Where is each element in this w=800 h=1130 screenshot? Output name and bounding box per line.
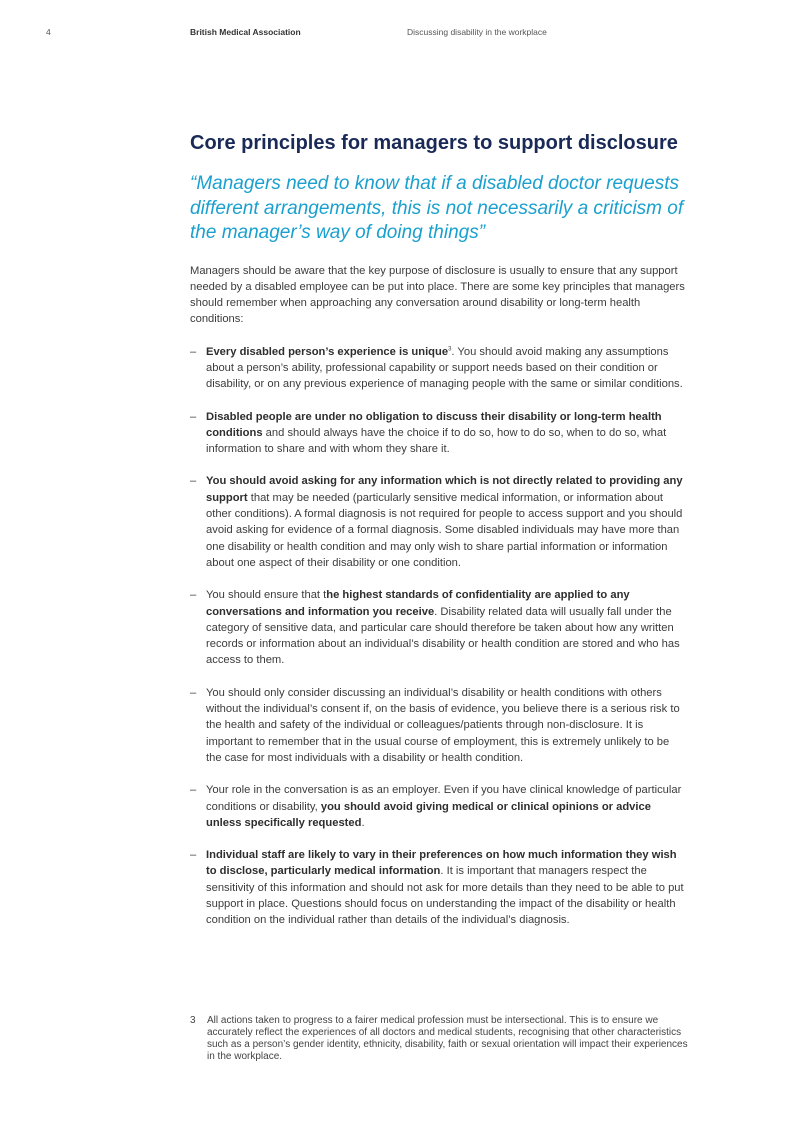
principles-list xyxy=(190,344,685,929)
principle-item xyxy=(190,587,685,668)
section-heading: Core principles for managers to support disclosure xyxy=(190,132,678,154)
principle-bold-text: You should avoid asking for any information which is not directly related to providing any support xyxy=(206,475,683,504)
footnote-reference[interactable]: 3 xyxy=(448,345,452,352)
principle-bold-text: Disabled people are under no obligation to discuss their disability or long-term health conditions xyxy=(206,410,662,439)
principle-item xyxy=(190,409,685,458)
principle-bold-text: you should avoid giving medical or clinical opinions or advice unless specifically requested xyxy=(206,800,651,829)
footnote xyxy=(190,1015,690,1063)
principle-item xyxy=(190,344,685,393)
principle-item xyxy=(190,782,685,831)
footnote-text: All actions taken to progress to a fairer medical profession must be intersectional. This is to ensure we accurately reflect the experiences of all doctors and medical students, recognising that other characteristics such as a person’s gender identity, ethnicity, disability, faith or sexual orientation will impact their experiences in the workplace. xyxy=(207,1015,688,1062)
running-header-organisation: British Medical Association xyxy=(190,27,301,37)
principle-bold-text: Every disabled person’s experience is unique xyxy=(206,345,449,358)
principle-text-post: . You should avoid making any assumptions about a person’s ability, professional capability or support needs based on their condition or disability, or on any previous experience of managing people with the same or similar conditions. xyxy=(206,345,683,391)
principle-text-post: . It is important that managers respect the sensitivity of this information and should not ask for more details than they need to be able to put support in place. Questions should focus on understanding the impact of the disability or health condition on the individual rather than details of the individual’s diagnosis. xyxy=(206,865,684,927)
bullet-dash: – xyxy=(190,849,197,862)
pull-quote: “Managers need to know that if a disabled doctor requests different arrangements, this is not necessarily a criticism of the manager’s way of doing things” xyxy=(190,173,684,243)
intro-paragraph: Managers should be aware that the key purpose of disclosure is usually to ensure that any support needed by a disabled employee can be put into place. There are some key principles that managers should remember when approaching any conversation around disability or long-term health conditions: xyxy=(190,264,685,326)
principle-item xyxy=(190,847,685,928)
bullet-dash: – xyxy=(190,686,197,699)
principle-bold-text: Individual staff are likely to vary in their preferences on how much information they wish to disclose, particularly medical information xyxy=(206,849,677,878)
principle-text-post: . Disability related data will usually fall under the category of sensitive data, and particular care should therefore be taken about how any written records or information about an individual’s disability or health condition are stored and who has access to them. xyxy=(206,605,680,667)
bullet-dash: – xyxy=(190,784,197,797)
footnote-number: 3 xyxy=(190,1015,196,1026)
principle-text-pre: You should ensure that t xyxy=(206,589,327,602)
principle-text-post: . xyxy=(361,816,365,829)
principle-text-pre: Your role in the conversation is as an employer. Even if you have clinical knowledge of particular conditions or disability, xyxy=(206,784,682,813)
bullet-dash: – xyxy=(190,410,197,423)
principle-text-post: and should always have the choice if to do so, how to do so, when to do so, what information to share and with whom they share it. xyxy=(206,426,667,456)
principle-item xyxy=(190,473,685,571)
bullet-dash: – xyxy=(190,589,197,602)
bullet-dash: – xyxy=(190,475,197,488)
principle-text-post: that may be needed (particularly sensitive medical information, or information about other conditions). A formal diagnosis is not required for people to access support and you should avoid asking for evidence of a formal diagnosis. Some disabled individuals may have more than one disability or health condition and may only wish to share partial information or information about one aspect of their disability or one condition. xyxy=(206,491,683,569)
page-number: 4 xyxy=(46,27,51,37)
bullet-dash: – xyxy=(190,345,197,358)
principle-text-pre: You should only consider discussing an individual’s disability or health conditions with others without the individual’s consent if, on the basis of evidence, you believe there is a serious risk to the health and safety of the individual or colleagues/patients through non-disclosure. It is important to remember that in the usual course of employment, this is extremely unlikely to be the case for most individuals with a disability or health condition. xyxy=(206,686,680,764)
principle-item xyxy=(190,685,685,766)
running-header-title: Discussing disability in the workplace xyxy=(407,27,547,37)
principle-bold-text: he highest standards of confidentiality are applied to any conversations and information you receive xyxy=(206,589,630,618)
main-content xyxy=(190,130,685,945)
